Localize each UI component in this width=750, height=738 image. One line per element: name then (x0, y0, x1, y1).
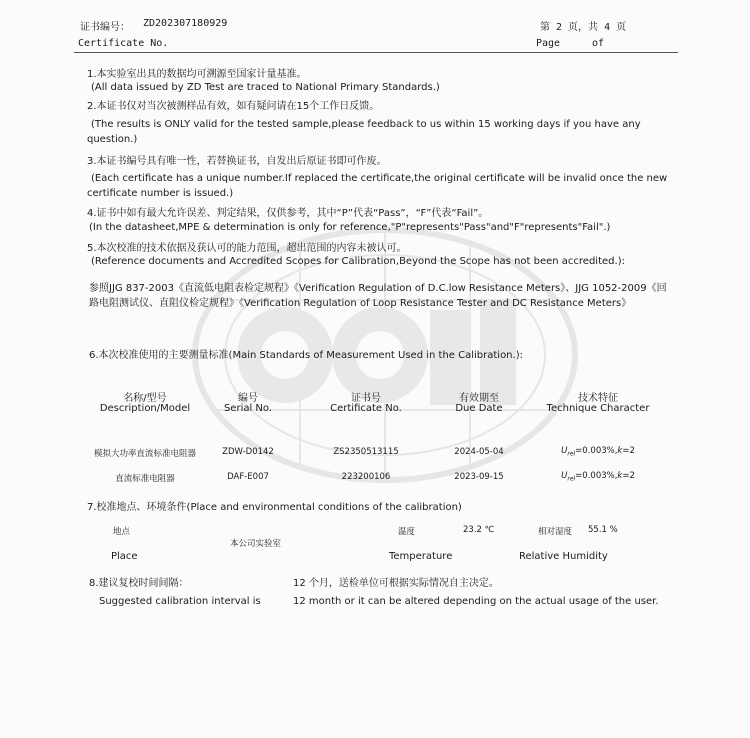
table-row-2-name: 直流标准电阻器 (115, 474, 175, 484)
table-row-1-due: 2024-05-04 (454, 447, 504, 457)
table-row-2-cert: 223200106 (341, 472, 391, 482)
cert-no-label-cn: 证书编号： (80, 22, 130, 33)
temperature-label-en: Temperature (389, 551, 453, 562)
note-1-en: (All data issued by ZD Test are traced to National Primary Standards.) (91, 82, 440, 93)
col-tech-cn: 技术特征 (578, 393, 618, 404)
interval-value-en: 12 month or it can be altered depending on the actual usage of the user. (293, 596, 659, 607)
col-serial-cn: 编号 (238, 393, 258, 404)
table-row-1-name: 模拟大功率直流标准电阻器 (93, 449, 197, 459)
table-row-2-serial: DAF-E007 (227, 472, 269, 482)
cert-no-value: ZD202307180929 (143, 18, 228, 29)
reference-line-2: 路电阻测试仪、直阻仪检定规程》《Verification Regulation of Loop Resistance Tester and DC Resistance Meters》 (89, 298, 632, 309)
note-2-cn: 2.本证书仅对当次被测样品有效，如有疑问请在15个工作日反馈。 (87, 101, 380, 112)
col-serial-en: Serial No. (223, 403, 273, 414)
cert-no-label-en: Certificate No. (78, 38, 169, 49)
interval-value-cn: 12 个月，送检单位可根据实际情况自主决定。 (293, 578, 499, 589)
table-row-1-tech: $U_{rel}=0.003\%,k=2$ (561, 446, 635, 458)
col-cert-en: Certificate No. (330, 403, 402, 414)
note-4-cn: 4.证书中如有最大允许误差、判定结果，仅供参考，其中“P”代表“Pass”，“F”代表“Fail”。 (87, 208, 489, 219)
page-label-en: Page (536, 38, 561, 49)
col-due-en: Due Date (455, 403, 503, 414)
note-5-en: (Reference documents and Accredited Scopes for Calibration,Beyond the Scope has not been accredited.): (91, 256, 625, 267)
note-4-en: (In the datasheet,MPE & determination is only for reference,"P"represents"Pass"and"F"represents"Fail".) (89, 222, 611, 233)
note-3-en-line2: certificate number is issued.) (87, 188, 234, 199)
temperature-label-cn: 温度 (398, 527, 416, 537)
col-tech-en: Technique Character (546, 403, 650, 414)
humidity-value: 55.1 % (588, 525, 618, 535)
page-number-cn: 第 2 页，共 4 页 (540, 22, 627, 33)
humidity-label-cn: 相对湿度 (538, 527, 573, 537)
note-1-cn: 1.本实验室出具的数据均可溯源至国家计量基准。 (87, 69, 307, 80)
note-2-en-line1: (The results is ONLY valid for the tested sample,please feedback to us within 15 working days if you have any (91, 119, 641, 130)
humidity-label-en: Relative Humidity (519, 551, 608, 562)
place-label-cn: 地点 (113, 527, 131, 537)
page-of-en: of (592, 38, 605, 49)
interval-label-cn: 8.建议复校时间间隔： (89, 578, 189, 589)
standards-title: 6.本次校准使用的主要测量标准(Main Standards of Measurement Used in the Calibration.): (89, 350, 523, 361)
place-label-en: Place (111, 551, 138, 562)
col-description-en: Description/Model (99, 403, 191, 414)
temperature-value: 23.2 ℃ (463, 525, 495, 535)
place-value: 本公司实验室 (230, 539, 282, 549)
table-row-1-serial: ZDW-D0142 (222, 447, 274, 457)
note-3-en-line1: (Each certificate has a unique number.If replaced the certificate,the original certificate will be invalid once the new (91, 173, 668, 184)
note-3-cn: 3.本证书编号具有唯一性，若替换证书，自发出后原证书即可作废。 (87, 156, 387, 167)
conditions-title: 7.校准地点、环境条件(Place and environmental conditions of the calibration) (87, 502, 462, 513)
col-description-cn: 名称/型号 (123, 393, 167, 404)
header-divider (74, 52, 678, 53)
interval-label-en: Suggested calibration interval is (99, 596, 261, 607)
col-cert-cn: 证书号 (351, 393, 381, 404)
table-row-2-due: 2023-09-15 (454, 472, 504, 482)
col-due-cn: 有效期至 (459, 393, 499, 404)
table-row-2-tech: $U_{rel}=0.003\%,k=2$ (561, 471, 635, 483)
note-5-cn: 5.本次校准的技术依据及获认可的能力范围，超出范围的内容未被认可。 (87, 243, 407, 254)
note-2-en-line2: question.) (87, 134, 138, 145)
reference-line-1: 参照JJG 837-2003《直流低电阻表检定规程》《Verification Regulation of D.C.low Resistance Meters》、JJG 1052-2009《回 (89, 283, 667, 294)
table-row-1-cert: ZS2350513115 (333, 447, 399, 457)
